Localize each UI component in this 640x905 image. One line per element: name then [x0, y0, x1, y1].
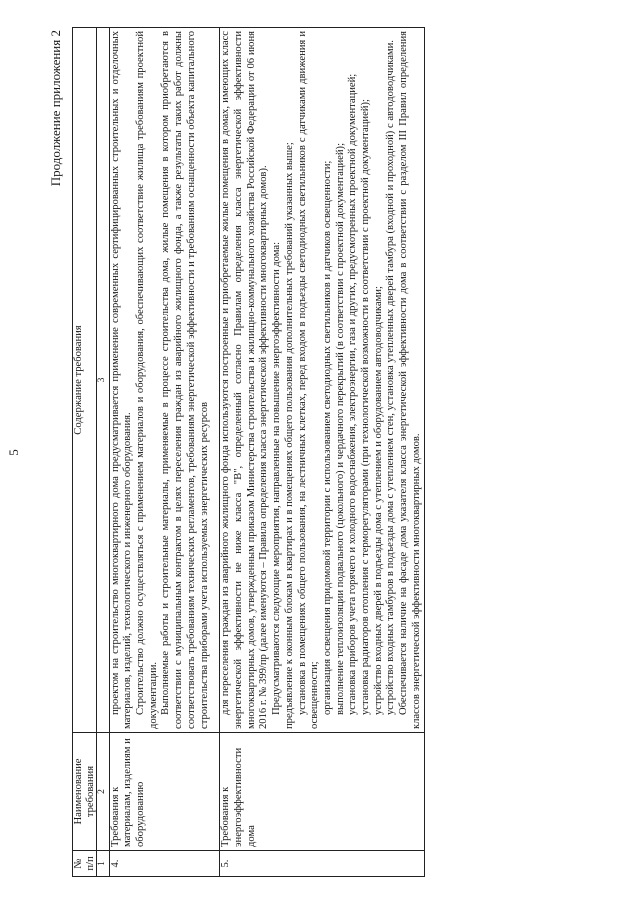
appendix-continuation-label: Продолжение приложения 2	[48, 30, 63, 187]
column-number-row	[97, 28, 109, 877]
header-content: Содержание требования	[73, 28, 97, 733]
table-header-row	[73, 28, 97, 877]
column-number: 1	[97, 851, 109, 877]
content-paragraph: устройство входных дверей в подъезды дома с утеплением и оборудованием автодоводчиками;	[372, 286, 384, 715]
requirement-content	[220, 28, 424, 733]
content-paragraph: Выполняемые работы и строительные материалы, применяемые в процессе строительства дома, жилые помещения в котором приобретаются в соответствии с муниципальным контрактом в целях переселения граждан из аварийного жилищного фонда, а также результаты таких работ должны соответствовать требованиям технических регламентов, требованиям энергетической эффективности и требованиям оснащенности объекта капитального строительства приборами учета используемых энергетических ресурсов	[160, 31, 210, 729]
row-number: 4.	[109, 851, 220, 877]
content-paragraph: устройство входных тамбуров в подъезды дома с утеплением стен, установка утепленных дверей тамбура (входной и проходной) с автодоводчиками.	[385, 40, 397, 715]
table-row	[109, 28, 220, 877]
requirement-name: Требования к энергоэффективности дома	[220, 733, 424, 851]
content-paragraph: Предусматриваются следующие мероприятия, направленные на повышение энергоэффективности дома:	[271, 241, 283, 715]
page-number: 5	[6, 449, 21, 456]
content-paragraph: Обеспечивается наличие на фасаде дома указателя класса энергетической эффективности дома в соответствии с разделом III Правил определения классов энергетической эффективности многоквартирных домов.	[398, 31, 422, 729]
header-number: № п/п	[73, 851, 97, 877]
header-name: Наименование требования	[73, 733, 97, 851]
content-paragraph: установка в помещениях общего пользования, на лестничных клетках, перед входом в подъезды светодиодных светильников с датчиками движения и освещенности;	[296, 31, 321, 729]
content-paragraph: выполнение теплоизоляции подвального (цокольного) и чердачного перекрытий (в соответствии с проектной документацией);	[334, 142, 346, 715]
requirements-table	[72, 27, 425, 877]
content-paragraph: для переселения граждан из аварийного жилищного фонда используются построенные и приобретаемые жилые помещения в домах, имеющих класс энергетической эффективности не ниже класса "В", определенный согласно Правилам определения класса энергетической эффективности многоквартирных домов, утвержденным приказом Министерства строительства и жилищно-коммунального хозяйства Российской Федерации от 06 июня 2016 г. № 399/пр (далее именуются – Правила определения класса энергетической эффективности многоквартирных домов).	[220, 31, 270, 729]
column-number: 3	[97, 28, 109, 733]
content-paragraph: установка радиаторов отопления с терморегуляторами (при технологической возможности в соответствии с проектной документацией);	[360, 99, 372, 715]
requirement-content	[109, 28, 220, 733]
column-number: 2	[97, 733, 109, 851]
content-paragraph: организация освещения придомовой территории с использованием светодиодных светильников и датчиков освещенности;	[321, 160, 333, 715]
table-row	[220, 28, 424, 877]
content-paragraph: установка приборов учета горячего и холодного водоснабжения, электроэнергии, газа и других, предусмотренных проектной документацией;	[347, 73, 359, 715]
content-paragraph: предъявление к оконным блокам в квартирах и в помещениях общего пользования дополнительных требований указанных выше;	[283, 142, 295, 729]
content-paragraph: проектом на строительство многоквартирного дома предусматривается применение современных сертифицированных строительных и отделочных материалов, изделий, технологического и инженерного оборудования.	[109, 31, 134, 729]
content-paragraph: Строительство должно осуществляться с применением материалов и оборудования, обеспечивающих соответствие жилища требованиям проектной документации.	[135, 31, 159, 729]
row-number: 5.	[220, 851, 424, 877]
requirement-name: Требования к материалам, изделиям и оборудованию	[109, 733, 220, 851]
